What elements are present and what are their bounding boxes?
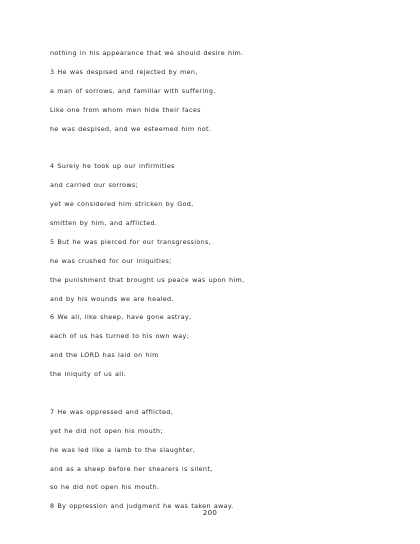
text-line: nothing in his appearance that we should desire him.: [50, 49, 244, 57]
stanza-gap: [50, 138, 390, 157]
text-line: Like one from whom men hide their faces: [50, 105, 201, 114]
text-line: 7 He was oppressed and afflicted,: [50, 407, 174, 416]
text-line: yet we considered him stricken by God,: [50, 200, 194, 209]
text-line: 4 Surely he took up our infirmities: [50, 162, 175, 171]
text-line: 5 But he was pierced for our transgressions,: [50, 237, 212, 246]
text-line: a man of sorrows, and familiar with suffering.: [50, 86, 216, 95]
text-line: he was despised, and we esteemed him not.: [50, 124, 212, 133]
text-line: he was led like a lamb to the slaughter,: [50, 445, 196, 454]
text-line: he was crushed for our iniquities;: [50, 256, 172, 265]
text-line: smitten by him, and afflicted.: [50, 219, 158, 228]
text-line: 6 We all, like sheep, have gone astray,: [50, 313, 192, 322]
stanza-1: [50, 44, 390, 138]
text-line: and carried our sorrows;: [50, 181, 139, 190]
stanza-2: [50, 157, 390, 384]
text-line: so he did not open his mouth.: [50, 483, 160, 492]
stanza-3: [50, 403, 390, 516]
text-line: 3 He was despised and rejected by men,: [50, 67, 198, 76]
text-line: the punishment that brought us peace was upon him,: [50, 275, 245, 284]
text-line: and by his wounds we are healed.: [50, 294, 174, 303]
text-line: 8 By oppression and judgment he was taken away.: [50, 502, 234, 511]
text-line: and as a sheep before her shearers is silent,: [50, 464, 213, 473]
text-line: each of us has turned to his own way;: [50, 332, 190, 341]
stanza-gap: [50, 384, 390, 403]
scripture-text: [50, 44, 390, 516]
text-line: and the LORD has laid on him: [50, 351, 159, 360]
text-line: the iniquity of us all.: [50, 370, 126, 379]
page-number: 200: [202, 509, 218, 517]
text-line: yet he did not open his mouth;: [50, 426, 163, 435]
